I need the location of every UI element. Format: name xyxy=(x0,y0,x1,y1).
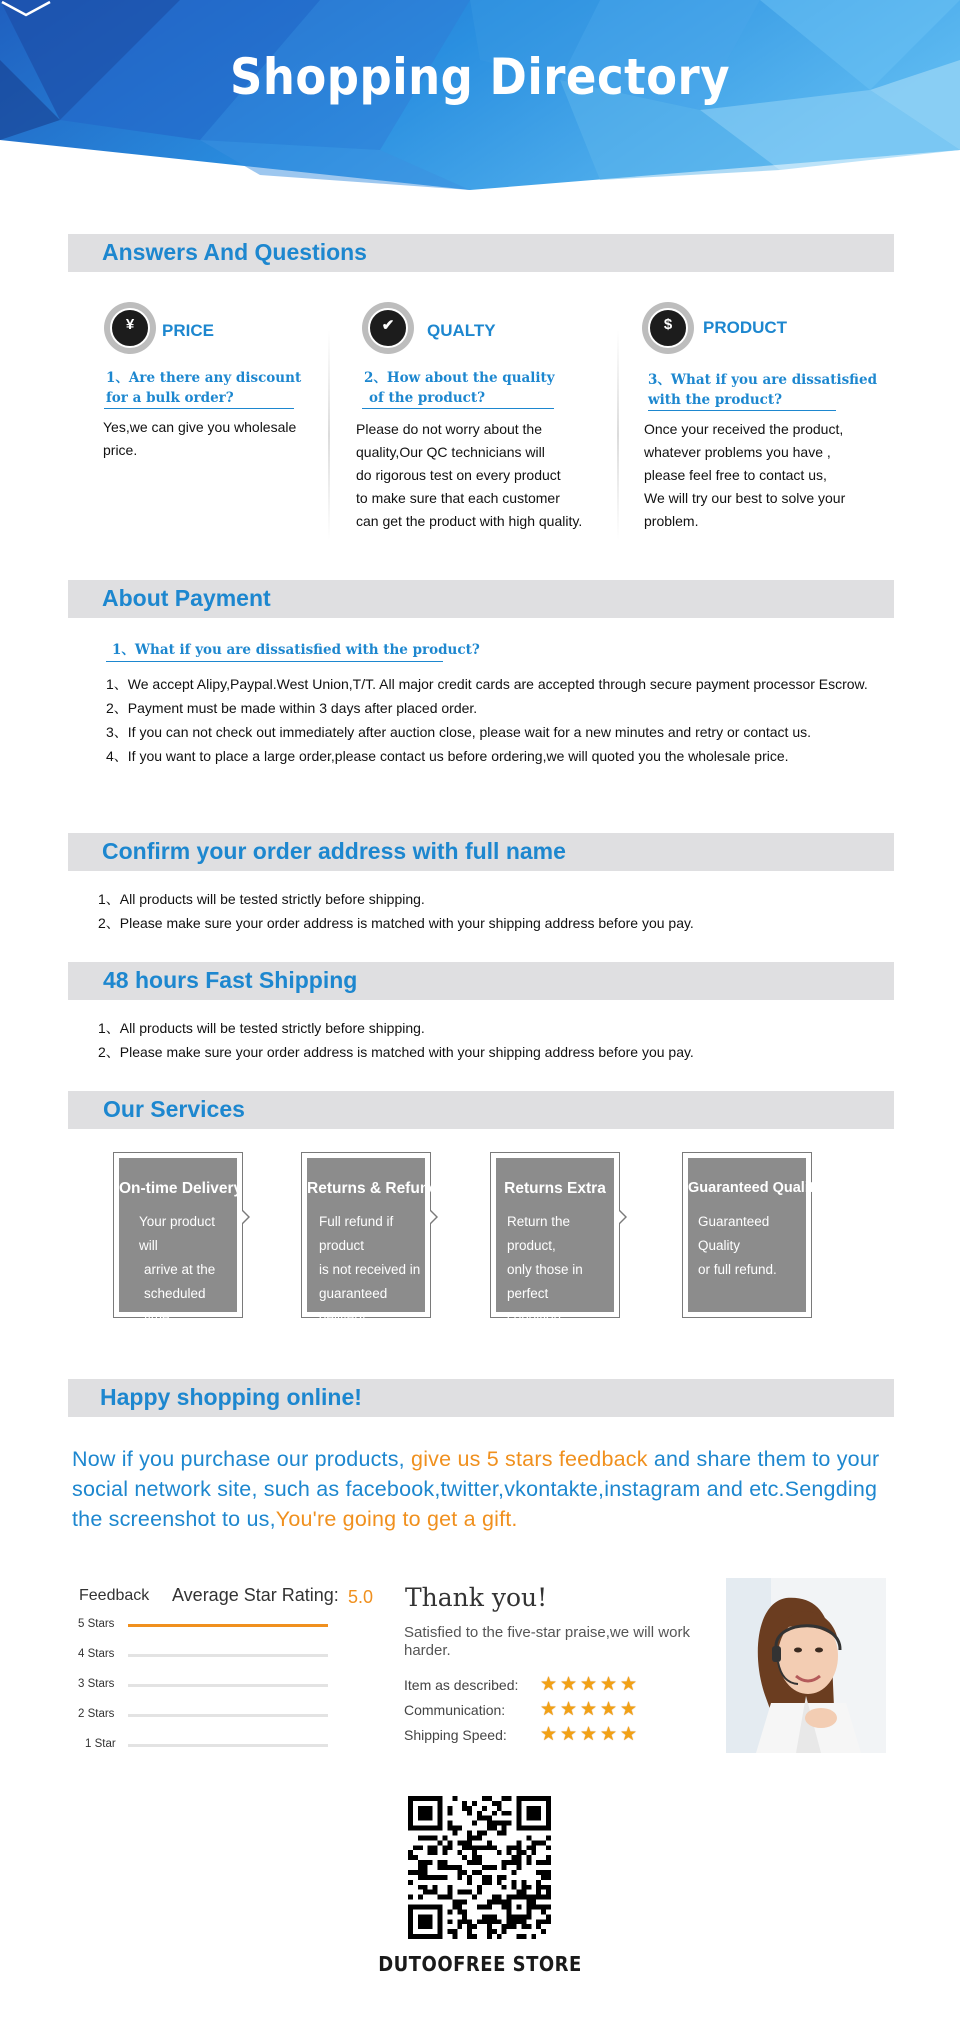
star-icon: ★ xyxy=(580,1674,598,1695)
qa-answer-price: Yes,we can give you wholesale price. xyxy=(103,419,297,458)
services-section-title: Our Services xyxy=(103,1096,245,1122)
star-rating xyxy=(540,1726,640,1746)
star-icon: ★ xyxy=(560,1674,578,1695)
address-section-title: Confirm your order address with full name xyxy=(102,838,566,864)
star-icon: ★ xyxy=(560,1724,578,1745)
qa-section-header xyxy=(68,234,894,272)
qa-answer-product: Once your received the product, whatever problems you have , please feel free to contact us, We will try our best to solve your problem. xyxy=(644,421,846,529)
service-title: Returns & Refund xyxy=(307,1180,439,1197)
rating-row-label: 1 Star xyxy=(85,1738,116,1750)
payment-question: 1、What if you are dissatisfied with the product? xyxy=(112,642,480,658)
rating-row-label: 3 Stars xyxy=(78,1678,115,1690)
payment-section-title: About Payment xyxy=(102,585,271,611)
star-icon: ★ xyxy=(560,1699,578,1720)
rating-row-label: 5 Stars xyxy=(78,1618,115,1630)
rating-bar xyxy=(128,1744,328,1747)
page-title: Shopping Directory xyxy=(229,48,731,106)
store-name: DUTOOFREE STORE xyxy=(378,1952,582,1976)
star-icon: ★ xyxy=(540,1724,558,1745)
service-desc: Return the product, only those in perfect condition. xyxy=(507,1214,583,1325)
qa-question-price: 1、Are there any discount for a bulk order? xyxy=(106,370,302,406)
product-badge-icon: $ xyxy=(642,302,694,354)
star-icon: ★ xyxy=(540,1699,558,1720)
star-icon: ★ xyxy=(540,1674,558,1695)
header-banner xyxy=(0,0,960,190)
star-icon: ★ xyxy=(580,1724,598,1745)
star-icon: ★ xyxy=(580,1699,598,1720)
feedback-label: Feedback xyxy=(79,1587,150,1604)
service-card-quality xyxy=(682,1152,822,1318)
rating-row-label: 2 Stars xyxy=(78,1708,115,1720)
promo-text: Now if you purchase our products, give us 5 stars feedback and share them to your social network site, such as facebook,twitter,vkontakte,instagram and etc.Sengding the screenshot to us,You're going to get a gift. xyxy=(72,1447,880,1531)
qa-question-quality: 2、How about the quality of the product? xyxy=(364,370,555,406)
rating-label: Shipping Speed: xyxy=(404,1727,507,1743)
list-item: 2、Payment must be made within 3 days after placed order. xyxy=(106,700,478,716)
shipping-list xyxy=(98,1016,878,1064)
star-icon: ★ xyxy=(620,1699,638,1720)
qa-rule-product xyxy=(648,410,836,411)
service-title: On-time Delivery xyxy=(119,1180,243,1197)
services-section-header xyxy=(68,1091,894,1129)
payment-section-header xyxy=(68,580,894,618)
star-icon: ★ xyxy=(600,1699,618,1720)
list-item: 3、If you can not check out immediately after auction close, please wait for a new minutes and retry or contact us. xyxy=(106,724,812,740)
payment-list xyxy=(106,672,886,768)
rating-label: Communication: xyxy=(404,1702,506,1718)
payment-rule xyxy=(106,661,443,662)
service-desc: Your product will arrive at the scheduled time. xyxy=(139,1214,216,1325)
happy-section-header xyxy=(68,1379,894,1417)
price-badge-icon: ¥ xyxy=(104,302,156,354)
star-rating xyxy=(540,1676,640,1696)
address-section-header xyxy=(68,833,894,871)
star-icon: ★ xyxy=(620,1674,638,1695)
qr-code xyxy=(408,1796,551,1939)
thank-you-subtitle: Satisfied to the five-star praise,we will work harder. xyxy=(404,1624,690,1659)
thank-you-title: Thank you! xyxy=(405,1583,548,1612)
rating-bar xyxy=(128,1684,328,1687)
service-card-delivery xyxy=(113,1152,243,1325)
service-desc: Guaranteed Quality or full refund. xyxy=(698,1214,777,1277)
rating-bar xyxy=(128,1624,328,1627)
service-desc: Full refund if product is not received in guaranteed delivery time. xyxy=(319,1214,421,1349)
qa-question-product: 3、What if you are dissatisfied with the product? xyxy=(648,372,878,408)
qa-rule-price xyxy=(104,408,294,409)
average-rating-value: 5.0 xyxy=(348,1587,374,1607)
support-agent-photo xyxy=(726,1578,886,1753)
list-item: 4、If you want to place a large order,please contact us before ordering,we will quoted you the wholesale price. xyxy=(106,748,789,764)
service-title: Returns Extra xyxy=(504,1180,606,1197)
qa-divider xyxy=(617,330,619,540)
list-item: 1、All products will be tested strictly before shipping. xyxy=(98,891,425,907)
qa-divider xyxy=(328,330,330,540)
happy-section-title: Happy shopping online! xyxy=(100,1384,362,1410)
shipping-section-header xyxy=(68,962,894,1000)
qa-section-title: Answers And Questions xyxy=(102,239,367,265)
star-icon: ★ xyxy=(600,1674,618,1695)
rating-bar xyxy=(128,1714,328,1717)
star-icon: ★ xyxy=(620,1724,638,1745)
list-item: 1、We accept Alipy,Paypal.West Union,T/T. All major credit cards are accepted through secure payment processor Escrow. xyxy=(106,676,868,692)
rating-bar xyxy=(128,1654,328,1657)
service-title: Guaranteed Quality xyxy=(688,1180,822,1196)
list-item: 2、Please make sure your order address is matched with your shipping address before you pay. xyxy=(98,915,694,931)
address-list xyxy=(98,887,878,935)
rating-label: Item as described: xyxy=(404,1677,519,1693)
star-icon: ★ xyxy=(600,1724,618,1745)
list-item: 2、Please make sure your order address is matched with your shipping address before you pay. xyxy=(98,1044,694,1060)
quality-badge-icon: ✔ xyxy=(362,302,414,354)
star-rating xyxy=(540,1701,640,1721)
rating-row-label: 4 Stars xyxy=(78,1648,115,1660)
qa-rule-quality xyxy=(362,408,554,409)
service-card-returns-extra xyxy=(490,1152,620,1325)
service-card-refund xyxy=(301,1152,439,1349)
chevron-down-icon xyxy=(0,0,52,18)
qa-heading-quality: QUALTY xyxy=(427,321,496,340)
average-rating-label: Average Star Rating: xyxy=(172,1585,339,1605)
shipping-section-title: 48 hours Fast Shipping xyxy=(103,967,358,993)
qa-heading-price: PRICE xyxy=(162,321,214,340)
list-item: 1、All products will be tested strictly before shipping. xyxy=(98,1020,425,1036)
qa-answer-quality: Please do not worry about the quality,Our QC technicians will do rigorous test on every product to make sure that each customer can get the product with high quality. xyxy=(356,421,583,529)
qa-heading-product: PRODUCT xyxy=(703,318,788,337)
